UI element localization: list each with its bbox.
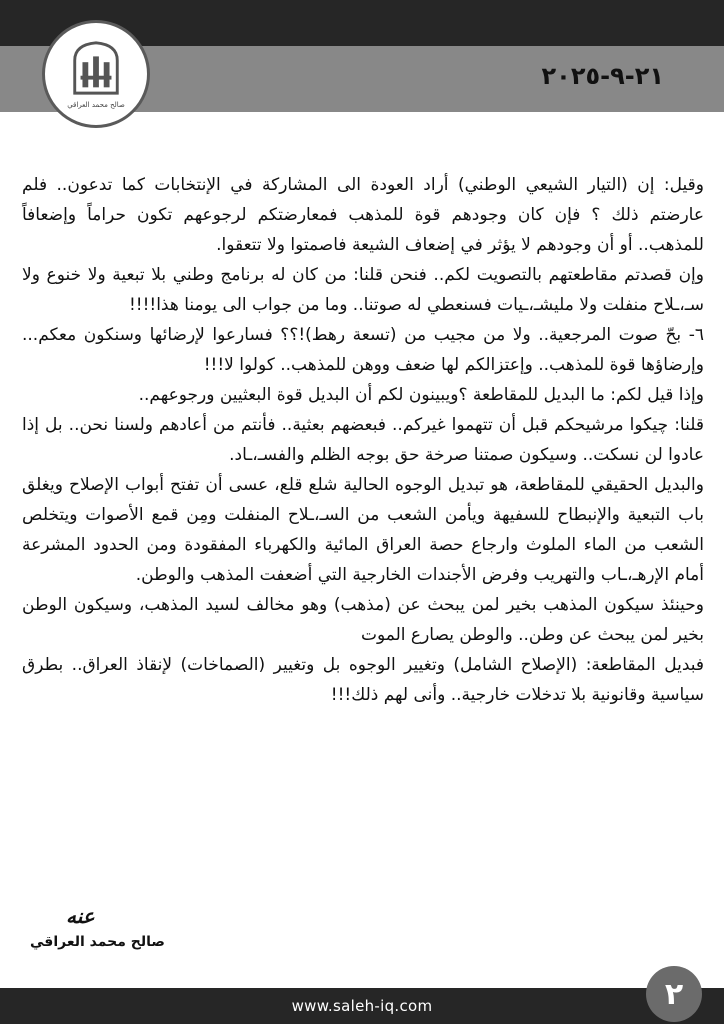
paragraph: وإن قصدتم مقاطعتهم بالتصويت لكم.. فنحن قلنا: من كان له برنامج وطني بلا تبعية ولا خنوع ولا سـ،ـلاح منفلت ولا مليشـ،ـيات فسنعطي له صوتنا.. وما من جواب الى يومنا هذا!!!! xyxy=(22,265,704,315)
paragraph: والبديل الحقيقي للمقاطعة، هو تبديل الوجوه الحالية شلع قلع، عسى أن تفتح أبواب الإصلاح ويغلق باب التبعية والإنبطاح للسفيهة ويأمن الشعب من السـ،ـلاح المنفلت ومِن قمع الأصوات ويتخلص الشعب من الماء الملوث وارجاع حصة العراق المائية والكهرباء المفقودة ومن الحدود المشرعة أمام الإرهـ،ـاب والتهريب وفرض الأجندات الخارجية التي أضعفت المذهب والوطن. xyxy=(22,475,704,585)
paragraph: قلنا: چيكوا مرشيحكم قبل أن تتهموا غيركم.. فبعضهم بعثية.. فأنتم من أعادهم ولسنا نحن.. بل إذا عادوا لن نسكت.. وسيكون صمتنا صرخة حق بوجه الظلم والفسـ،ـاد. xyxy=(22,415,704,465)
website-link[interactable]: www.saleh-iq.com xyxy=(291,997,433,1015)
logo xyxy=(42,20,150,128)
signature-script: عنه xyxy=(66,904,95,928)
logo-emblem-icon xyxy=(67,39,125,97)
date-label: ٢١-٩-٢٠٢٥ xyxy=(541,62,664,90)
paragraph: وقيل: إن (التيار الشيعي الوطني) أراد العودة الى المشاركة في الإنتخابات كما تدعون.. فلم عارضتم ذلك ؟ فإن كان وجودهم قوة للمذهب فمعارضتكم لرجوعهم تكون حراماً وإضعافاً للمذهب.. أو أن وجودهم لا يؤثر في إضعاف الشيعة فاصمتوا ولا تتعقوا. xyxy=(22,175,704,255)
paragraph: وإذا قيل لكم: ما البديل للمقاطعة ؟ويبينون لكم أن البديل قوة البعثيين ورجوعهم.. xyxy=(138,385,704,405)
logo-caption: صالح محمد العراقي xyxy=(67,101,125,109)
paragraph: ٦- بحّ صوت المرجعية.. ولا من مجيب من (تسعة رهط)!؟؟ فسارعوا لإرضائها وسنكون معكم... وإرضاؤها قوة للمذهب.. وإعتزالكم لها ضعف ووهن للمذهب.. كولوا لا!!! xyxy=(22,325,704,375)
article-body xyxy=(22,170,704,710)
signature-name: صالح محمد العراقي xyxy=(30,934,165,950)
footer-bar xyxy=(0,988,724,1024)
paragraph: وحينئذ سيكون المذهب بخير لمن يبحث عن (مذهب) وهو مخالف لسيد المذهب، وسيكون الوطن بخير لمن يبحث عن وطن.. والوطن يصارع الموت xyxy=(22,595,704,645)
paragraph: فبديل المقاطعة: (الإصلاح الشامل) وتغيير الوجوه بل وتغيير (الصماخات) لإنقاذ العراق.. بطرق سياسية وقانونية بلا تدخلات خارجية.. وأنى لهم ذلك!!! xyxy=(22,655,704,705)
page-number-badge: ٢ xyxy=(646,966,702,1022)
